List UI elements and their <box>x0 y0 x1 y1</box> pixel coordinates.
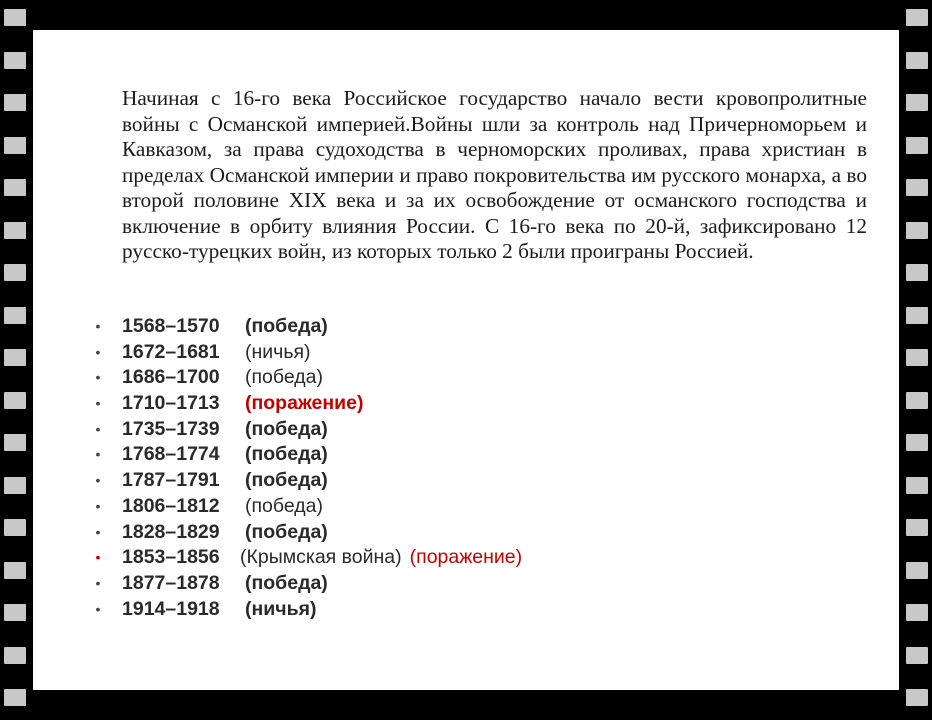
perforation-hole <box>906 434 928 451</box>
bullet-icon: • <box>95 523 101 540</box>
intro-paragraph: Начиная с 16-го века Российское государство начало вести кровопролитные войны с Османской империей.Войны шли за контроль над Причерноморьем и Кавказом, за права судоходства в черноморских проливах, права христиан в пределах Османской империи и право покровительства им русского монарха, а во второй половине XIX века и за их освобождение от османского господства и включение в орбиту влияния России. С 16-го века по 20-й, зафиксировано 12 русско-турецких войн, из которых только 2 были проиграны Россией. <box>122 86 867 263</box>
war-years: 1806–1812 <box>122 494 220 517</box>
perforation-hole <box>906 604 928 621</box>
war-item <box>91 468 522 494</box>
war-result: (победа) <box>245 443 328 466</box>
bullet-icon: • <box>95 369 101 386</box>
war-item <box>91 597 522 623</box>
war-item <box>91 520 522 546</box>
bullet-icon: • <box>95 318 101 334</box>
perforation-hole <box>906 647 928 664</box>
perforation-hole <box>4 647 26 664</box>
bullet-icon: • <box>95 472 101 489</box>
war-item <box>91 442 522 468</box>
war-result: (победа) <box>245 417 328 440</box>
perforation-hole <box>906 222 928 239</box>
war-years: 1672–1681 <box>122 340 220 363</box>
perforation-hole <box>4 434 26 451</box>
perforation-hole <box>4 52 26 69</box>
perforation-hole <box>4 9 26 26</box>
war-item <box>91 314 522 340</box>
war-item <box>91 340 522 366</box>
perforation-hole <box>906 519 928 536</box>
perforation-hole <box>906 477 928 494</box>
bullet-icon: • <box>95 420 101 437</box>
war-result: (победа) <box>245 469 328 492</box>
bullet-icon: • <box>95 600 101 617</box>
perforation-hole <box>906 689 928 706</box>
film-perforation-left <box>4 0 26 720</box>
perforation-hole <box>906 264 928 281</box>
perforation-hole <box>4 179 26 196</box>
bullet-icon: • <box>95 446 101 463</box>
war-item <box>91 571 522 597</box>
war-years: 1568–1570 <box>122 315 220 337</box>
bullet-icon: • <box>95 497 101 514</box>
perforation-hole <box>906 94 928 111</box>
perforation-hole <box>906 137 928 154</box>
perforation-hole <box>906 9 928 26</box>
perforation-hole <box>906 562 928 579</box>
war-years: 1877–1878 <box>122 571 220 594</box>
perforation-hole <box>4 307 26 324</box>
perforation-hole <box>4 689 26 706</box>
war-result: (победа) <box>245 571 328 594</box>
war-years: 1768–1774 <box>122 443 220 466</box>
war-years: 1853–1856 <box>122 546 220 569</box>
war-item <box>91 391 522 417</box>
war-result: (победа) <box>245 366 323 389</box>
war-result: (ничья) <box>245 597 317 620</box>
perforation-hole <box>4 137 26 154</box>
perforation-hole <box>4 94 26 111</box>
perforation-hole <box>4 392 26 409</box>
perforation-hole <box>906 392 928 409</box>
war-name: (Крымская война) <box>240 546 402 569</box>
slide <box>33 30 899 690</box>
war-years: 1735–1739 <box>122 417 220 440</box>
perforation-hole <box>906 307 928 324</box>
war-years: 1914–1918 <box>122 597 220 620</box>
war-result: (поражение) <box>245 392 364 415</box>
war-item <box>91 417 522 443</box>
perforation-hole <box>906 52 928 69</box>
war-years: 1686–1700 <box>122 366 220 389</box>
perforation-hole <box>906 349 928 366</box>
war-years: 1787–1791 <box>122 469 220 492</box>
perforation-hole <box>4 349 26 366</box>
perforation-hole <box>906 179 928 196</box>
bullet-icon: • <box>95 395 101 412</box>
bullet-icon: • <box>95 574 101 591</box>
war-years: 1710–1713 <box>122 392 220 415</box>
wars-list <box>91 314 522 622</box>
perforation-hole <box>4 519 26 536</box>
war-result: (победа) <box>245 494 323 517</box>
war-result: (победа) <box>245 315 328 337</box>
perforation-hole <box>4 264 26 281</box>
war-result: (ничья) <box>245 340 311 363</box>
war-item <box>91 545 522 571</box>
war-years: 1828–1829 <box>122 520 220 543</box>
war-result: (победа) <box>245 520 328 543</box>
film-perforation-right <box>906 0 928 720</box>
bullet-icon: • <box>95 549 101 566</box>
war-result: (поражение) <box>409 546 523 569</box>
bullet-icon: • <box>95 343 101 360</box>
war-item <box>91 494 522 520</box>
perforation-hole <box>4 604 26 621</box>
perforation-hole <box>4 477 26 494</box>
perforation-hole <box>4 222 26 239</box>
perforation-hole <box>4 562 26 579</box>
war-item <box>91 365 522 391</box>
